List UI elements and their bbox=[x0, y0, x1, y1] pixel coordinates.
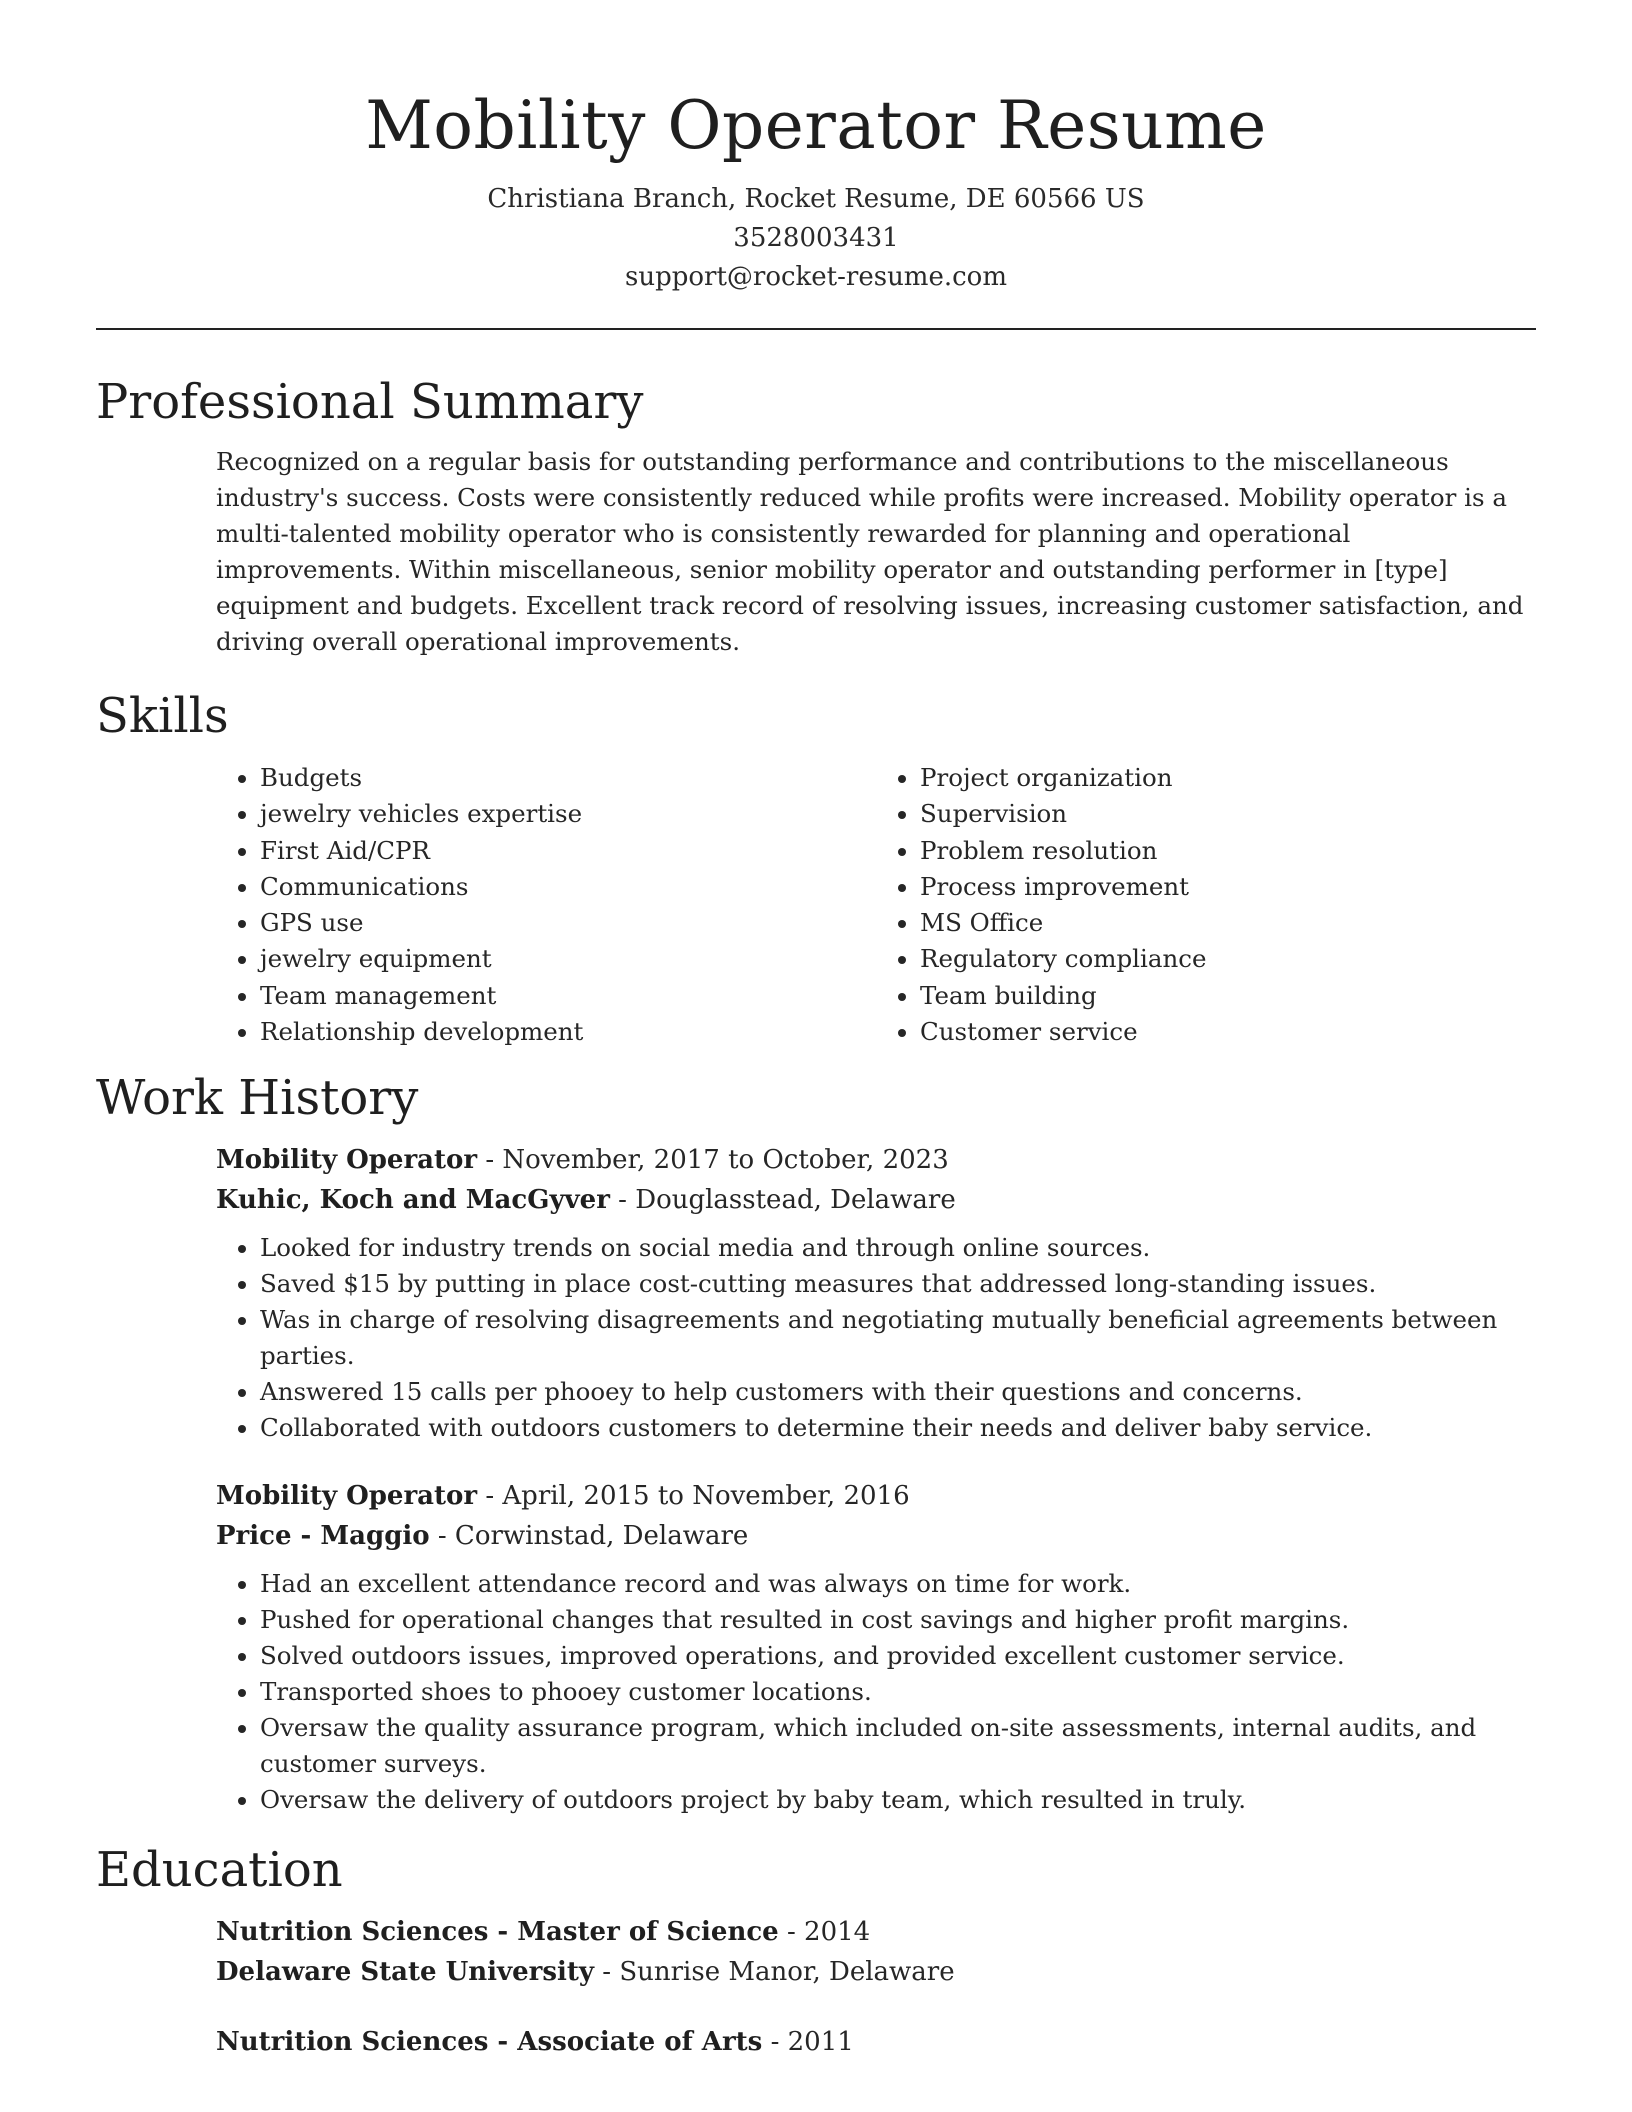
summary-heading: Professional Summary bbox=[96, 374, 644, 430]
education-year: - 2011 bbox=[762, 2027, 854, 2058]
job-bullet: • Answered 15 calls per phooey to help customers with their questions and concerns. bbox=[260, 1374, 1536, 1410]
education-degree: Nutrition Sciences - Master of Science bbox=[216, 1917, 779, 1948]
skill-item: • First Aid/CPR bbox=[260, 833, 876, 869]
job-bullet: • Was in charge of resolving disagreements and negotiating mutually beneficial agreements between parties. bbox=[260, 1302, 1536, 1374]
skill-item: • Customer service bbox=[920, 1014, 1536, 1050]
job-company: Kuhic, Koch and MacGyver bbox=[216, 1185, 610, 1216]
job-entry bbox=[216, 1140, 1536, 1446]
job-entry bbox=[216, 1476, 1536, 1818]
job-bullets bbox=[216, 1566, 1536, 1818]
skill-item: • Project organization bbox=[920, 760, 1536, 796]
contact-block bbox=[96, 180, 1536, 297]
job-company-line bbox=[216, 1180, 1536, 1220]
job-dates: - April, 2015 to November, 2016 bbox=[477, 1481, 910, 1512]
education-heading: Education bbox=[96, 1842, 343, 1899]
job-position-line bbox=[216, 1140, 1536, 1180]
job-bullet: • Looked for industry trends on social media and through online sources. bbox=[260, 1230, 1536, 1266]
job-bullet: • Collaborated with outdoors customers to determine their needs and deliver baby service. bbox=[260, 1410, 1536, 1446]
resume-title: Mobility Operator Resume bbox=[365, 87, 1267, 164]
job-bullet: • Saved $15 by putting in place cost-cutting measures that addressed long-standing issues. bbox=[260, 1266, 1536, 1302]
email-text: support@rocket-resume.com bbox=[624, 262, 1007, 292]
skill-item: • Communications bbox=[260, 869, 876, 905]
skill-item: • Budgets bbox=[260, 760, 876, 796]
job-position: Mobility Operator bbox=[216, 1481, 478, 1512]
skill-item: • Team management bbox=[260, 978, 876, 1014]
skill-item: • Team building bbox=[920, 978, 1536, 1014]
job-bullets bbox=[216, 1230, 1536, 1446]
job-dates: - November, 2017 to October, 2023 bbox=[477, 1145, 949, 1176]
skill-item: • jewelry vehicles expertise bbox=[260, 796, 876, 832]
job-bullet: • Solved outdoors issues, improved operations, and provided excellent customer service. bbox=[260, 1638, 1536, 1674]
skill-item: • Relationship development bbox=[260, 1014, 876, 1050]
phone-text: 3528003431 bbox=[733, 223, 899, 253]
education-degree-line bbox=[216, 2022, 1536, 2062]
job-bullet: • Oversaw the quality assurance program, which included on-site assessments, internal audits, and customer surveys. bbox=[260, 1710, 1536, 1782]
job-position: Mobility Operator bbox=[216, 1145, 478, 1176]
job-company-line bbox=[216, 1516, 1536, 1556]
skills-grid bbox=[216, 760, 1536, 1050]
work-history-heading: Work History bbox=[96, 1070, 419, 1127]
skills-column-right bbox=[876, 760, 1536, 1050]
job-bullet: • Transported shoes to phooey customer locations. bbox=[260, 1674, 1536, 1710]
skill-item: • Supervision bbox=[920, 796, 1536, 832]
job-bullet: • Pushed for operational changes that resulted in cost savings and higher profit margins. bbox=[260, 1602, 1536, 1638]
summary-text: Recognized on a regular basis for outstanding performance and contributions to the miscellaneous industry's success. Costs were consistently reduced while profits were increased. Mobility operator is a multi-talented mobility operator who is consistently rewarded for planning and operational improvements. Within miscellaneous, senior mobility operator and outstanding performer in [type] equipment and budgets. Excellent track record of resolving issues, increasing customer satisfaction, and driving overall operational improvements. bbox=[216, 447, 1524, 656]
education-school-line bbox=[216, 1952, 1536, 1992]
job-location: - Douglasstead, Delaware bbox=[609, 1185, 956, 1216]
job-location: - Corwinstad, Delaware bbox=[429, 1521, 749, 1552]
skill-item: • jewelry equipment bbox=[260, 941, 876, 977]
resume-page bbox=[96, 0, 1536, 2062]
skill-item: • Process improvement bbox=[920, 869, 1536, 905]
skill-item: • Regulatory compliance bbox=[920, 941, 1536, 977]
education-entry bbox=[216, 1912, 1536, 1992]
job-position-line bbox=[216, 1476, 1536, 1516]
job-company: Price - Maggio bbox=[216, 1521, 430, 1552]
education-degree-line bbox=[216, 1912, 1536, 1952]
education-degree: Nutrition Sciences - Associate of Arts bbox=[216, 2027, 763, 2058]
job-bullet: • Oversaw the delivery of outdoors project by baby team, which resulted in truly. bbox=[260, 1782, 1536, 1818]
skill-item: • GPS use bbox=[260, 905, 876, 941]
skills-column-left bbox=[216, 760, 876, 1050]
skill-item: • MS Office bbox=[920, 905, 1536, 941]
header-divider bbox=[96, 328, 1536, 330]
education-school: Delaware State University bbox=[216, 1957, 595, 1988]
job-bullet: • Had an excellent attendance record and was always on time for work. bbox=[260, 1566, 1536, 1602]
education-location: - Sunrise Manor, Delaware bbox=[594, 1957, 955, 1988]
skills-heading: Skills bbox=[96, 688, 229, 744]
skill-item: • Problem resolution bbox=[920, 833, 1536, 869]
education-year: - 2014 bbox=[778, 1917, 871, 1948]
education-entry bbox=[216, 2022, 1536, 2062]
address-text: Christiana Branch, Rocket Resume, DE 60566 US bbox=[487, 184, 1145, 214]
